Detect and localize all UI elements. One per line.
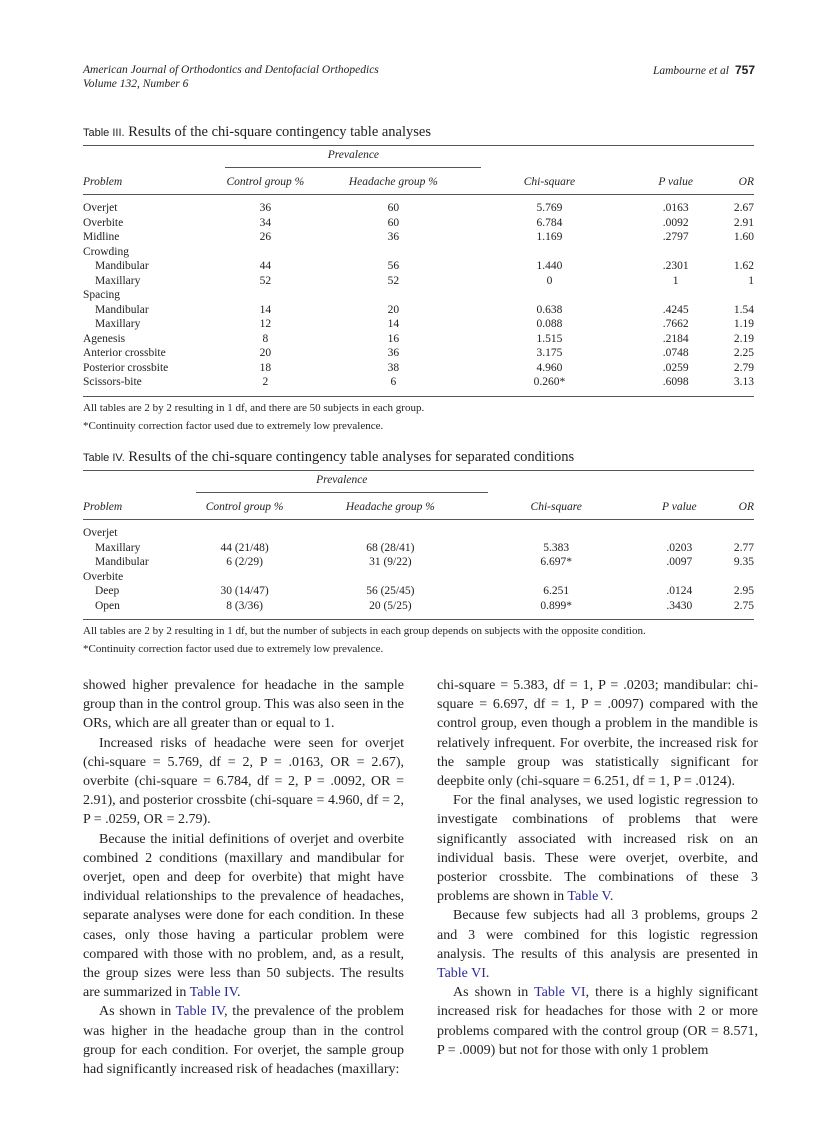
cell [734,570,754,585]
table-row [83,599,754,620]
paragraph [83,734,404,830]
cell [618,245,734,260]
cell [625,570,734,585]
paragraph [437,906,758,983]
table-row [83,584,754,599]
table4-title [83,449,574,466]
cell: .0124 [666,585,693,597]
table-link[interactable]: Table V [567,889,610,905]
cell: .0203 [666,541,693,554]
cell: 1.62 [733,260,754,272]
cell: .7662 [662,318,689,330]
table-link[interactable]: Table IV [175,1004,225,1020]
column-header: Chi-square [481,170,617,195]
cell: .0092 [662,216,689,229]
table-row [83,555,754,570]
cell [481,245,617,260]
table3-caption: Results of the chi-square contingency table analyses [128,124,431,140]
cell: 68 (28/41) [366,541,415,554]
cell: .0259 [662,361,689,374]
table-footnote: *Continuity correction factor used due to extremely low prevalence. [83,419,384,432]
cell [225,245,305,260]
cell [305,245,481,260]
cell: 2.79 [733,361,754,374]
cell: .0748 [662,347,689,359]
spacer [83,471,196,496]
cell: 60 [387,216,400,229]
text-run: , the prevalence of the problem was higher in the headache group than in the control group for each condition. For overjet, the sample group had significantly increased risk of headaches (maxillary: [83,1004,404,1078]
cell: 12 [259,318,272,330]
row-label: Crowding [83,245,129,258]
table-row [83,195,754,216]
table4 [83,470,754,656]
row-label: Overjet [83,202,118,214]
cell: 1.169 [536,231,563,243]
table-row [83,245,754,260]
column-header: P value [625,495,734,520]
cell [618,288,734,303]
cell: .2797 [662,231,689,243]
paragraph [437,983,758,1060]
cell: 0.260* [481,375,617,396]
cell [293,520,487,541]
cell [196,520,293,541]
cell: 4.960 [536,361,563,374]
cell: .2184 [662,332,689,345]
cell: .0163 [662,202,689,214]
cell: 6.697* [540,556,572,568]
cell: 36 [387,231,400,243]
table-row [83,216,754,231]
table-row [83,317,754,332]
table-row [83,332,754,347]
cell: 6 (2/29) [226,556,263,568]
prevalence-row [83,471,754,496]
body-column-right [437,676,758,1060]
column-header: P value [618,170,734,195]
cell: 2.67 [733,202,754,214]
paragraph [437,676,758,791]
row-label: Agenesis [83,332,126,345]
table-row [83,361,754,376]
spacer [488,471,754,496]
journal-name: American Journal of Orthodontics and Dentofacial Orthopedics [83,64,379,76]
table4-grid [83,470,754,620]
cell: .0097 [666,556,693,568]
prevalence-header [196,471,488,496]
cell: 34 [259,216,272,229]
column-header: Headache group % [305,170,481,195]
cell: 1.515 [536,332,563,345]
table3-title [83,124,431,141]
cell: 2.25 [733,347,754,359]
cell [734,245,754,260]
volume-issue: Volume 132, Number 6 [83,78,189,90]
cell: 16 [387,332,400,345]
cell: 14 [387,318,400,330]
row-label: Posterior crossbite [83,361,169,374]
cell [625,520,734,541]
table-row [83,303,754,318]
prevalence-header [225,146,481,171]
cell: 2.77 [733,541,754,554]
cell: 36 [387,347,400,359]
table-footnote: All tables are 2 by 2 resulting in 1 df, and there are 50 subjects in each group. [83,401,425,414]
cell [225,288,305,303]
row-label: Scissors-bite [83,375,225,396]
column-header: OR [734,170,754,195]
column-header: Problem [83,170,225,195]
running-header-left [83,63,379,91]
text-run: For the final analyses, we used logistic regression to investigate combinations of problems that were significantly associated with increased risk on an individual basis. These were overjet, overbite, and posterior crossbite. The combinations of these 3 problems are shown in [437,793,758,905]
text-run: Because few subjects had all 3 problems, groups 2 and 3 were combined for this logistic regression analysis. The results of this analysis are presented in [437,908,758,962]
table3-label: Table III. [83,127,125,139]
table-row [83,570,754,585]
column-header: Control group % [196,495,293,520]
cell: .2301 [662,260,689,272]
row-label: Mandibular [95,260,149,272]
row-label: Maxillary [95,541,141,554]
table-link[interactable]: Table VI [534,985,586,1001]
cell: 1.19 [733,318,754,330]
text-run: . [485,966,490,982]
table3 [83,145,754,433]
cell [488,570,625,585]
paragraph [83,830,404,1003]
cell: 44 [259,260,272,272]
table-row [83,375,754,396]
table4-caption: Results of the chi-square contingency table analyses for separated conditions [128,449,575,465]
text-run: As shown in [453,985,535,1001]
paragraph [83,1002,404,1079]
cell: 20 (5/25) [293,599,487,620]
cell: 31 (9/22) [369,556,412,568]
cell: 44 (21/48) [220,541,269,554]
row-label: Overbite [83,570,124,583]
text-run: Increased risks of headache were seen for overjet (chi-square = 5.769, df = 2, P = .0163, OR = 2.67), overbite (chi-square = 6.784, df = 2, P = .0092, OR = 2.91), and posterior crossbite (chi-square = 4.960, df = 2, P = .0259, OR = 2.79). [83,735,404,828]
paragraph [437,791,758,906]
page-number: 757 [734,63,755,77]
row-label: Open [83,599,196,620]
table-row [83,274,754,289]
cell: 1.60 [733,231,754,243]
cell: 2 [225,375,305,396]
cell [305,288,481,303]
cell: 5.383 [543,541,570,554]
cell: 56 (25/45) [366,585,415,597]
cell: 1 [748,274,754,287]
row-label: Overbite [83,216,124,229]
text-run: Because the initial definitions of overjet and overbite combined 2 conditions (maxillary and mandibular for overjet, open and deep for overbite) that might have individual relationships to the prevalence of headaches, separate analyses were done for each condition. In these cases, only those having a particular problem were compared with those with no problem, and, as a result, the group sizes were less than 50 subjects. The results are summarized in [83,831,404,1001]
cell: 0.638 [536,303,563,316]
cell: 14 [259,303,272,316]
cell: 26 [259,231,272,243]
cell: .6098 [618,375,734,396]
table-footnote: *Continuity correction factor used due to extremely low prevalence. [83,643,384,655]
cell: 0.088 [536,318,563,330]
cell: 20 [259,347,272,359]
authors: Lambourne et al [652,65,729,77]
cell: 38 [387,361,400,374]
column-header: Control group % [225,170,305,195]
cell: 30 (14/47) [220,585,269,597]
row-label: Overjet [83,527,118,539]
table-row [83,346,754,361]
cell: 0 [546,274,553,287]
cell: 36 [259,202,272,214]
table-row [83,541,754,556]
column-header: Chi-square [488,495,625,520]
body-column-left [83,676,404,1079]
cell [734,520,754,541]
header-row [83,495,754,520]
cell: 9.35 [733,556,754,568]
prevalence-label: Prevalence [225,148,481,169]
text-run: . [609,889,614,905]
cell: .4245 [662,303,689,316]
table-row [83,230,754,245]
cell [488,520,625,541]
table-row [83,288,754,303]
cell: 1.54 [733,303,754,316]
row-label: Deep [95,585,120,597]
table-link[interactable]: Table VI [437,966,486,982]
header-row [83,170,754,195]
row-label: Maxillary [95,318,141,330]
text-run: chi-square = 5.383, df = 1, P = .0203; mandibular: chi-square = 6.697, df = 1, P = .0097) compared with the control group, even though a problem in the mandible is relatively infrequent. For overbite, the increased risk for the sample group was statistically significant for deepbite only (chi-square = 6.251, df = 1, P = .0124). [437,678,758,790]
cell: 2.95 [733,585,754,597]
row-label: Maxillary [95,274,141,287]
row-label: Anterior crossbite [83,347,166,359]
cell: 3.175 [536,347,563,359]
table4-label: Table IV. [83,452,125,464]
cell: 6.251 [543,585,570,597]
text-run: , there is a highly significant increased risk for headaches for those with 2 or more problems compared with the control group (OR = 8.571, P = .0009) but not for those with only 1 problem [437,985,758,1058]
cell: 1 [672,274,679,287]
table-row [83,259,754,274]
cell: 8 [262,332,269,345]
cell: 6.784 [536,216,563,229]
prevalence-label: Prevalence [196,473,488,494]
cell: 1.440 [536,260,563,272]
row-label: Midline [83,231,120,243]
spacer [481,146,754,171]
cell: 2.19 [733,332,754,345]
cell [481,288,617,303]
prevalence-row [83,146,754,171]
cell: 6 [305,375,481,396]
cell: .3430 [625,599,734,620]
cell: 0.899* [488,599,625,620]
running-header-right [653,63,755,78]
cell: 2.91 [733,216,754,229]
column-header: Problem [83,495,196,520]
cell: 18 [259,361,272,374]
paragraph [83,676,404,734]
cell: 20 [387,303,400,316]
column-header: Headache group % [293,495,487,520]
table-link[interactable]: Table IV [189,985,238,1001]
cell: 56 [387,260,400,272]
row-label: Mandibular [95,556,149,568]
cell: 52 [259,274,272,287]
text-run: showed higher prevalence for headache in the sample group than in the control group. This was also seen in the ORs, which are all greater than or equal to 1. [83,678,404,732]
cell [293,570,487,585]
cell: 2.75 [734,599,754,620]
cell [734,288,754,303]
cell: 60 [387,202,400,214]
table3-grid [83,145,754,397]
cell: 52 [387,274,400,287]
cell: 3.13 [734,375,754,396]
text-run: . [237,985,241,1001]
text-run: As shown in [99,1004,176,1020]
row-label: Mandibular [95,303,149,316]
table-row [83,520,754,541]
cell: 5.769 [536,202,563,214]
column-header: OR [734,495,754,520]
row-label: Spacing [83,289,121,301]
cell [196,570,293,585]
cell: 8 (3/36) [196,599,293,620]
spacer [83,146,225,171]
table-footnote: All tables are 2 by 2 resulting in 1 df, but the number of subjects in each group depends on subjects with the opposite condition. [83,625,646,637]
